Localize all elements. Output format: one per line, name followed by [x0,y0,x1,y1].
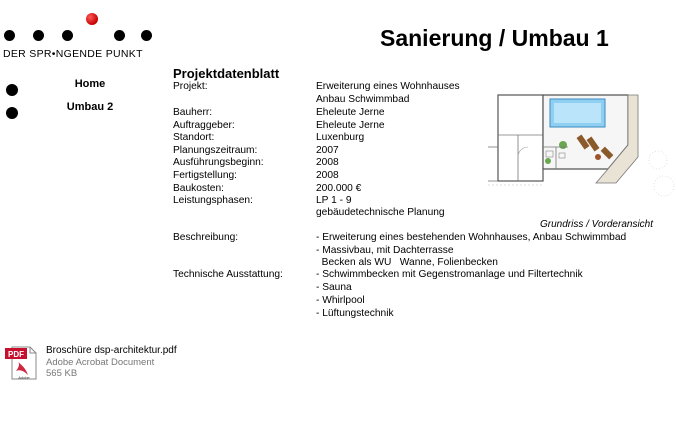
field-key: Bauherr: [173,107,213,118]
field-value: Eheleute Jerne [316,107,385,118]
field-value: 2008 [316,170,339,181]
field-value: gebäudetechnische Planung [316,207,445,218]
logo-dot [33,30,44,41]
field-value: - Schwimmbecken mit Gegenstromanlage und Filtertechnik [316,269,583,280]
pdf-icon-label: PDF [8,350,24,359]
field-value: Anbau Schwimmbad [316,94,410,105]
nav-item-home[interactable] [0,78,150,96]
nav-item-label[interactable]: Home [74,78,106,90]
field-key: Standort: [173,132,215,143]
attachment-size: 565 KB [46,368,78,379]
field-value: Becken als WU Wanne, Folienbecken [316,257,498,268]
nav-item-label[interactable]: Umbau 2 [66,101,114,113]
field-value: 2008 [316,157,339,168]
logo-dot-red [86,13,98,25]
bullet-icon [6,84,18,96]
attachment-type: Adobe Acrobat Document [46,357,155,368]
field-key: Leistungsphasen: [173,195,253,206]
field-value: - Lüftungstechnik [316,308,394,319]
field-value: - Sauna [316,282,352,293]
field-key: Ausführungsbeginn: [173,157,264,168]
attachment-name[interactable]: Broschüre dsp-architektur.pdf [46,345,177,356]
field-value: - Massivbau, mit Dachterrasse [316,245,454,256]
field-key: Auftraggeber: [173,120,235,131]
pdf-attachment-link[interactable] [4,345,194,381]
field-key: Projekt: [173,81,208,92]
field-value: LP 1 - 9 [316,195,352,206]
logo-dot [141,30,152,41]
field-value: Erweiterung eines Wohnhauses [316,81,460,92]
pdf-icon [4,345,40,381]
bullet-icon [6,107,18,119]
field-value: - Erweiterung eines bestehenden Wohnhauses, Anbau Schwimmbad [316,232,627,243]
page-title: Sanierung / Umbau 1 [380,25,609,51]
decorative-pattern [636,150,676,200]
field-key: Baukosten: [173,183,224,194]
logo-dot [62,30,73,41]
field-key: Beschreibung: [173,232,239,243]
field-value: Eheleute Jerne [316,120,385,131]
pdf-icon-sublabel: Adobe [18,375,30,380]
logo-dot [114,30,125,41]
logo-dot [4,30,15,41]
field-key: Planungszeitraum: [173,145,258,156]
field-key: Technische Ausstattung: [173,269,283,280]
logo-text: DER SPR•NGENDE PUNKT [3,48,143,60]
figure-caption: Grundriss / Vorderansicht [540,219,654,230]
field-value: Luxenburg [316,132,365,143]
nav-item-umbau-2[interactable] [0,101,150,119]
field-value: - Whirlpool [316,295,365,306]
field-key: Fertigstellung: [173,170,237,181]
field-value: 200.000 € [316,183,362,194]
section-title: Projektdatenblatt [173,66,280,81]
field-value: 2007 [316,145,339,156]
